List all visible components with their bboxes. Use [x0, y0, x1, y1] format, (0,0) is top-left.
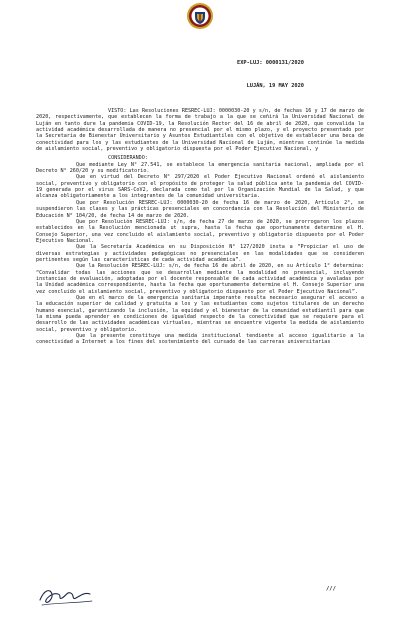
considerando-paragraph: Que mediante Ley N° 27.541, se establece la emergencia sanitaria nacional, ampliada por el Decreto N° 260/20 y su modificatorio.: [36, 161, 364, 175]
expediente-number: EXP-LUJ: 0000131/2020: [237, 60, 304, 66]
continuation-marker: ///: [326, 586, 336, 592]
document-date: LUJÁN, 19 MAY 2020: [246, 83, 304, 89]
signature: [36, 578, 96, 620]
considerando-paragraph: Que la presente constituye una medida institucional tendiente al acceso igualitario a la conectividad a Internet a los fines del sostenimiento del cursado de las carreras universitarias: [36, 333, 364, 346]
considerando-paragraph: Que la Secretaría Académica en su Disposición N° 127/2020 insta a “Propiciar el uso de diversas estrategias y actividades pedagógicas no presenciales en las modalidades que se consideren pertinentes según las características de cada actividad académica”.: [36, 244, 364, 263]
considerando-paragraph: Que en el marco de la emergencia sanitaria imperante resulta necesario asegurar el acceso a la educación superior de calidad y gratuita a los y las estudiantes como sujetos titulares de un derecho humano esencial, garantizando la inclusión, la equidad y el bienestar de la comunidad estudiantil para que la misma pueda aprender en condiciones de igualdad respecto de la conectividad que se requiere para el desarrollo de las actividades académicas virtuales, mientras se encuentre vigente la medida de aislamiento social, preventivo y obligatorio.: [36, 294, 364, 333]
visto-paragraph: VISTO: Las Resoluciones RESREC-LUJ: 0000030-20 y s/n, de fechas 16 y 17 de marzo de 2020, respectivamente, que establecen la forma de trabajo a la que se ceñirá la Universidad Nacional de Luján en tanto dure la pandemia COVID-19, la Resolución Rector del 16 de abril de 2020, que convalida la actividad académica desarrollada de manera no presencial por el mismo plazo, y el proyecto presentado por la Secretaría de Bienestar Universitario y Asuntos Estudiantiles con el objetivo de establecer una beca de conectividad para los y las estudiantes de la Universidad Nacional de Luján, mientras continúe la medida de aislamiento social, preventivo y obligatorio dispuesta por el Poder Ejecutivo Nacional, y: [36, 108, 364, 153]
considerando-paragraph: Que por Resolución RESREC-LUJ: 0000030-20 de fecha 16 de marzo de 2020, Artículo 2°, se suspendieron las clases y las prácticas presenciales en concordancia con la Resolución del Ministerio de Educación N° 104/20, de fecha 14 de marzo de 2020.: [36, 199, 364, 219]
university-seal-icon: [186, 2, 214, 30]
considerando-paragraph: Que por Resolución RESREC-LUJ: s/n, de fecha 27 de marzo de 2020, se prorrogaron los plazos establecidos en la Resolución mencionada ut supra, hasta la fecha que oportunamente determine el H. Consejo Superior, una vez concluido el aislamiento social, preventivo y obligatorio dispuesto por el Poder Ejecutivo Nacional.: [36, 218, 364, 244]
considerando-title: CONSIDERANDO:: [108, 155, 148, 162]
considerando-paragraph: Que en virtud del Decreto N° 297/2020 el Poder Ejecutivo Nacional ordenó el aislamiento social, preventivo y obligatorio con el propósito de proteger la salud pública ante la pandemia del COVID-19 generada por el virus SARS-CoV2, declarada como tal por la Organización Mundial de la Salud, y que alcanza obligatoriamente a los integrantes de la comunidad universitaria.: [36, 174, 364, 200]
document-body: [36, 108, 364, 346]
considerando-paragraph: Que la Resolución RESREC-LUJ: s/n, de fecha 16 de abril de 2020, en su Artículo 1° determina: “Convalidar todas las acciones que se desarrollan mediante la modalidad no presencial, incluyendo instancias de evaluación, adoptadas por el docente responsable de cada actividad académica y avaladas por la Unidad académica correspondiente, hasta la fecha que oportunamente determine el H. Consejo Superior una vez concluido el aislamiento social, preventivo y obligatorio dispuesto por el Poder Ejecutivo Nacional”.: [36, 263, 364, 295]
